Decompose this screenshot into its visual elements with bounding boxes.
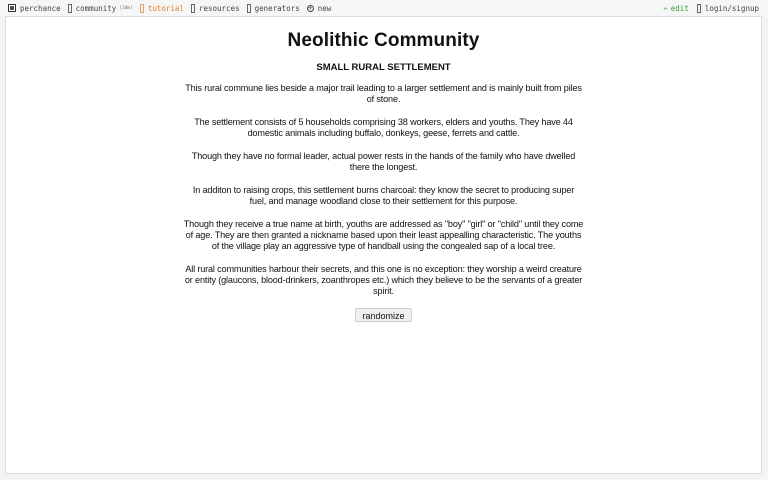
- plus-circle-icon: +: [308, 3, 313, 12]
- top-nav-bar: [0, 0, 768, 16]
- generator-content: [184, 31, 584, 324]
- description-paragraph: Though they have no formal leader, actual power rests in the hands of the family who have dwelled there the longest.: [191, 151, 576, 172]
- description-paragraph: The settlement consists of 5 households comprising 38 workers, elders and youths. They have 44 domestic animals including buffalo, donkeys, geese, ferrets and cattle.: [194, 117, 573, 138]
- nav-login-link[interactable]: [697, 4, 759, 13]
- nav-generators-label: generators: [254, 3, 300, 13]
- nav-perchance-link[interactable]: [8, 4, 61, 13]
- nav-resources-label: resources: [198, 3, 240, 13]
- book-icon: [140, 4, 144, 13]
- nav-right: [656, 0, 768, 16]
- description-paragraph: This rural commune lies beside a major trail leading to a larger settlement and is mainly built from piles of stone.: [185, 83, 582, 104]
- generator-output-card: [5, 16, 762, 474]
- nav-generators-link[interactable]: [247, 4, 300, 13]
- nav-resources-link[interactable]: [191, 4, 240, 13]
- chat-icon: [68, 4, 72, 13]
- list-icon: [191, 4, 195, 13]
- list-icon: [247, 4, 251, 13]
- page-title: Neolithic Community: [287, 30, 480, 51]
- community-activity-badge: [30m]: [119, 5, 133, 11]
- nav-login-label: login/signup: [704, 3, 759, 13]
- nav-edit-label: edit: [670, 3, 689, 13]
- nav-tutorial-link[interactable]: [140, 4, 184, 13]
- description-paragraph: Though they receive a true name at birth, youths are addressed as "boy" "girl" or "child" until they come of age. They are then granted a nickname based upon their least appealling characteristic. The youths of the village play an aggressive type of handball using the congealed sap of a local tree.: [183, 219, 584, 251]
- pencil-icon: ✏: [663, 4, 668, 12]
- nav-edit-link[interactable]: [664, 4, 689, 13]
- nav-community-link[interactable]: [68, 4, 133, 13]
- nav-new-link[interactable]: [307, 4, 332, 13]
- nav-new-label: new: [317, 3, 332, 13]
- nav-community-label: community: [75, 3, 117, 13]
- description-paragraph: In additon to raising crops, this settlement burns charcoal: they know the secret to producing super fuel, and manage woodland close to their settlement for this purpose.: [192, 185, 575, 206]
- nav-perchance-label: perchance: [20, 3, 61, 13]
- settlement-type-heading: SMALL RURAL SETTLEMENT: [316, 62, 451, 73]
- user-icon: [697, 4, 701, 13]
- dice-logo-icon: [8, 4, 16, 12]
- nav-left: [0, 0, 338, 16]
- nav-tutorial-label: tutorial: [147, 3, 184, 13]
- randomize-button[interactable]: randomize: [355, 308, 411, 322]
- description-paragraph: All rural communities harbour their secrets, and this one is no exception: they worship a weird creature or entity (glaucons, blood-drinkers, zoanthropes etc.) which they believe to be the servants of a greater spirit.: [184, 264, 583, 296]
